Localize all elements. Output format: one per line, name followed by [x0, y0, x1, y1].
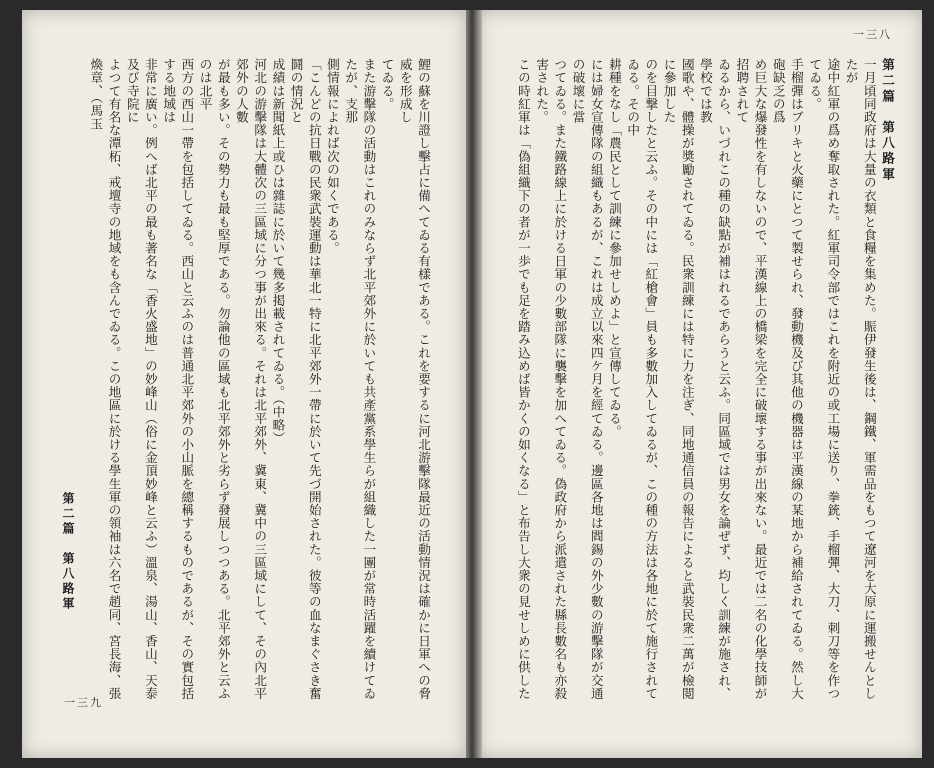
- text-column: 河北の游擊隊は大體次の三區域に分つ事が出來る。それは北平郊外、冀東、冀中の三區域にして、その內北平郊外の人數: [233, 58, 268, 700]
- text-column: が最も多い。その勢力も最も堅厚である。勿論他の區域も北平郊外と劣らず發展しつつある。北平郊外と云ふのは北平: [197, 58, 231, 700]
- text-column: のを目撃したと云ふ。その中には「紅槍會」員も多數加入してゐるが、この種の方法は各地に於て施行されてゐる。その中: [625, 58, 659, 700]
- text-column: 國歌や、體操が奬勵されてゐる。民衆訓練には特に力を注ぎ、同地通信員の報告によると武裝民衆二萬が檢閲に參加した: [661, 58, 695, 700]
- text-column: てゐる。: [379, 58, 395, 111]
- text-column: 途中紅軍の爲め奪取された。紅軍司令部ではこれを附近の或工場に送り、拳銃、手榴彈、大刀、刺刀等を作つてゐる。: [807, 58, 841, 700]
- page-body: [516, 58, 896, 700]
- text-column: よつて有名な潭柘、戒壇寺の地域をも含んでゐる。この地區に於ける學生軍の領袖は六名で趙同、宮長海、張煥章、（馬玉: [88, 58, 122, 700]
- text-column: また游擊隊の活動はこれのみならず北平郊外に於いても共產黨系學生らが組織した一團が常時活躍を續けてゐたが、支那: [343, 58, 377, 700]
- right-page: [478, 10, 922, 758]
- left-page: [22, 10, 466, 758]
- page-body: [86, 58, 432, 700]
- page-number: 一三八: [853, 28, 892, 41]
- chapter-title: 第二篇 第八路軍: [880, 58, 895, 183]
- text-column: 一月頃同政府は大量の衣類と食糧を集めた。賑伊發生後は、鋼鐵、軍需品をもつて遼河を大原に運搬せんとしたが: [843, 58, 877, 700]
- text-column: つてゐる。また鐵路線上に於ける日軍の少數部隊に襲擊を加へてゐる。偽政府から派遣された縣長數名も亦殺害された。: [534, 58, 568, 700]
- text-column: 「こんどの抗日戰の民衆武裝運動は華北一特に北平郊外一帶に於いて先づ開始された。彼等の血なまぐさき奮鬪の情況と: [288, 58, 322, 700]
- text-column: 手榴彈はブリキと火藥にとつて製せられ、發動機及び其他の機器は平漢線の某地から補給されてゐる。然し大砲缺乏の爲: [770, 58, 804, 700]
- text-column: には婦女宣傳隊の組織もあるが、これは成立以來四ケ月を經てゐる。邊區各地は閻錫の外少數の游擊隊が交通の破壞に當: [570, 58, 604, 700]
- page-number: 一三九: [64, 696, 103, 709]
- text-column: め巨大な爆發性を有しないので、平漢線上の橋梁を完全に破壞する事が出來ない。最近では二名の化學技師が招聘されて: [734, 58, 768, 700]
- text-column: 非常に廣い。例へば北平の最も著名な「香火盛地」の妙峰山（俗に金頂妙峰と云ふ）溫泉、湯山、香山、天泰及び寺院に: [124, 58, 158, 700]
- text-column: この時紅軍は「偽組織下の者が一歩でも足を踏み込めば皆かくの如くなる」と布告し大衆の見せしめに供した: [516, 58, 531, 700]
- text-column: 西方の西山一帶を包括してゐる。西山と云ふのは普通北平郊外の小山脈を總稱するものであるが、その實包括する地域は: [161, 58, 195, 700]
- text-column: 耕種をなし「農民として訓練に參加せしめよ」と宣傳してゐる。: [606, 58, 622, 438]
- text-column: ゐるから、いづれこの種の缺點が補はれるであらうと云ふ。同區域では男女を論ぜず、均しく訓練が施され、學校では教: [697, 58, 732, 700]
- text-column: 成績は新聞紙上或ひは雜誌に於いて幾多掲載されてゐる。（中略）: [270, 58, 286, 445]
- running-head: 第二篇 第八路軍: [61, 492, 75, 612]
- text-column: 側情報によれば次の如くである。: [324, 58, 340, 255]
- text-column: 鯉の蘇を川證し擊占に備へてゐる有樣である。これを要するに河北游擊隊最近の活動情況は確かに日軍への脅威を形成し: [397, 58, 431, 700]
